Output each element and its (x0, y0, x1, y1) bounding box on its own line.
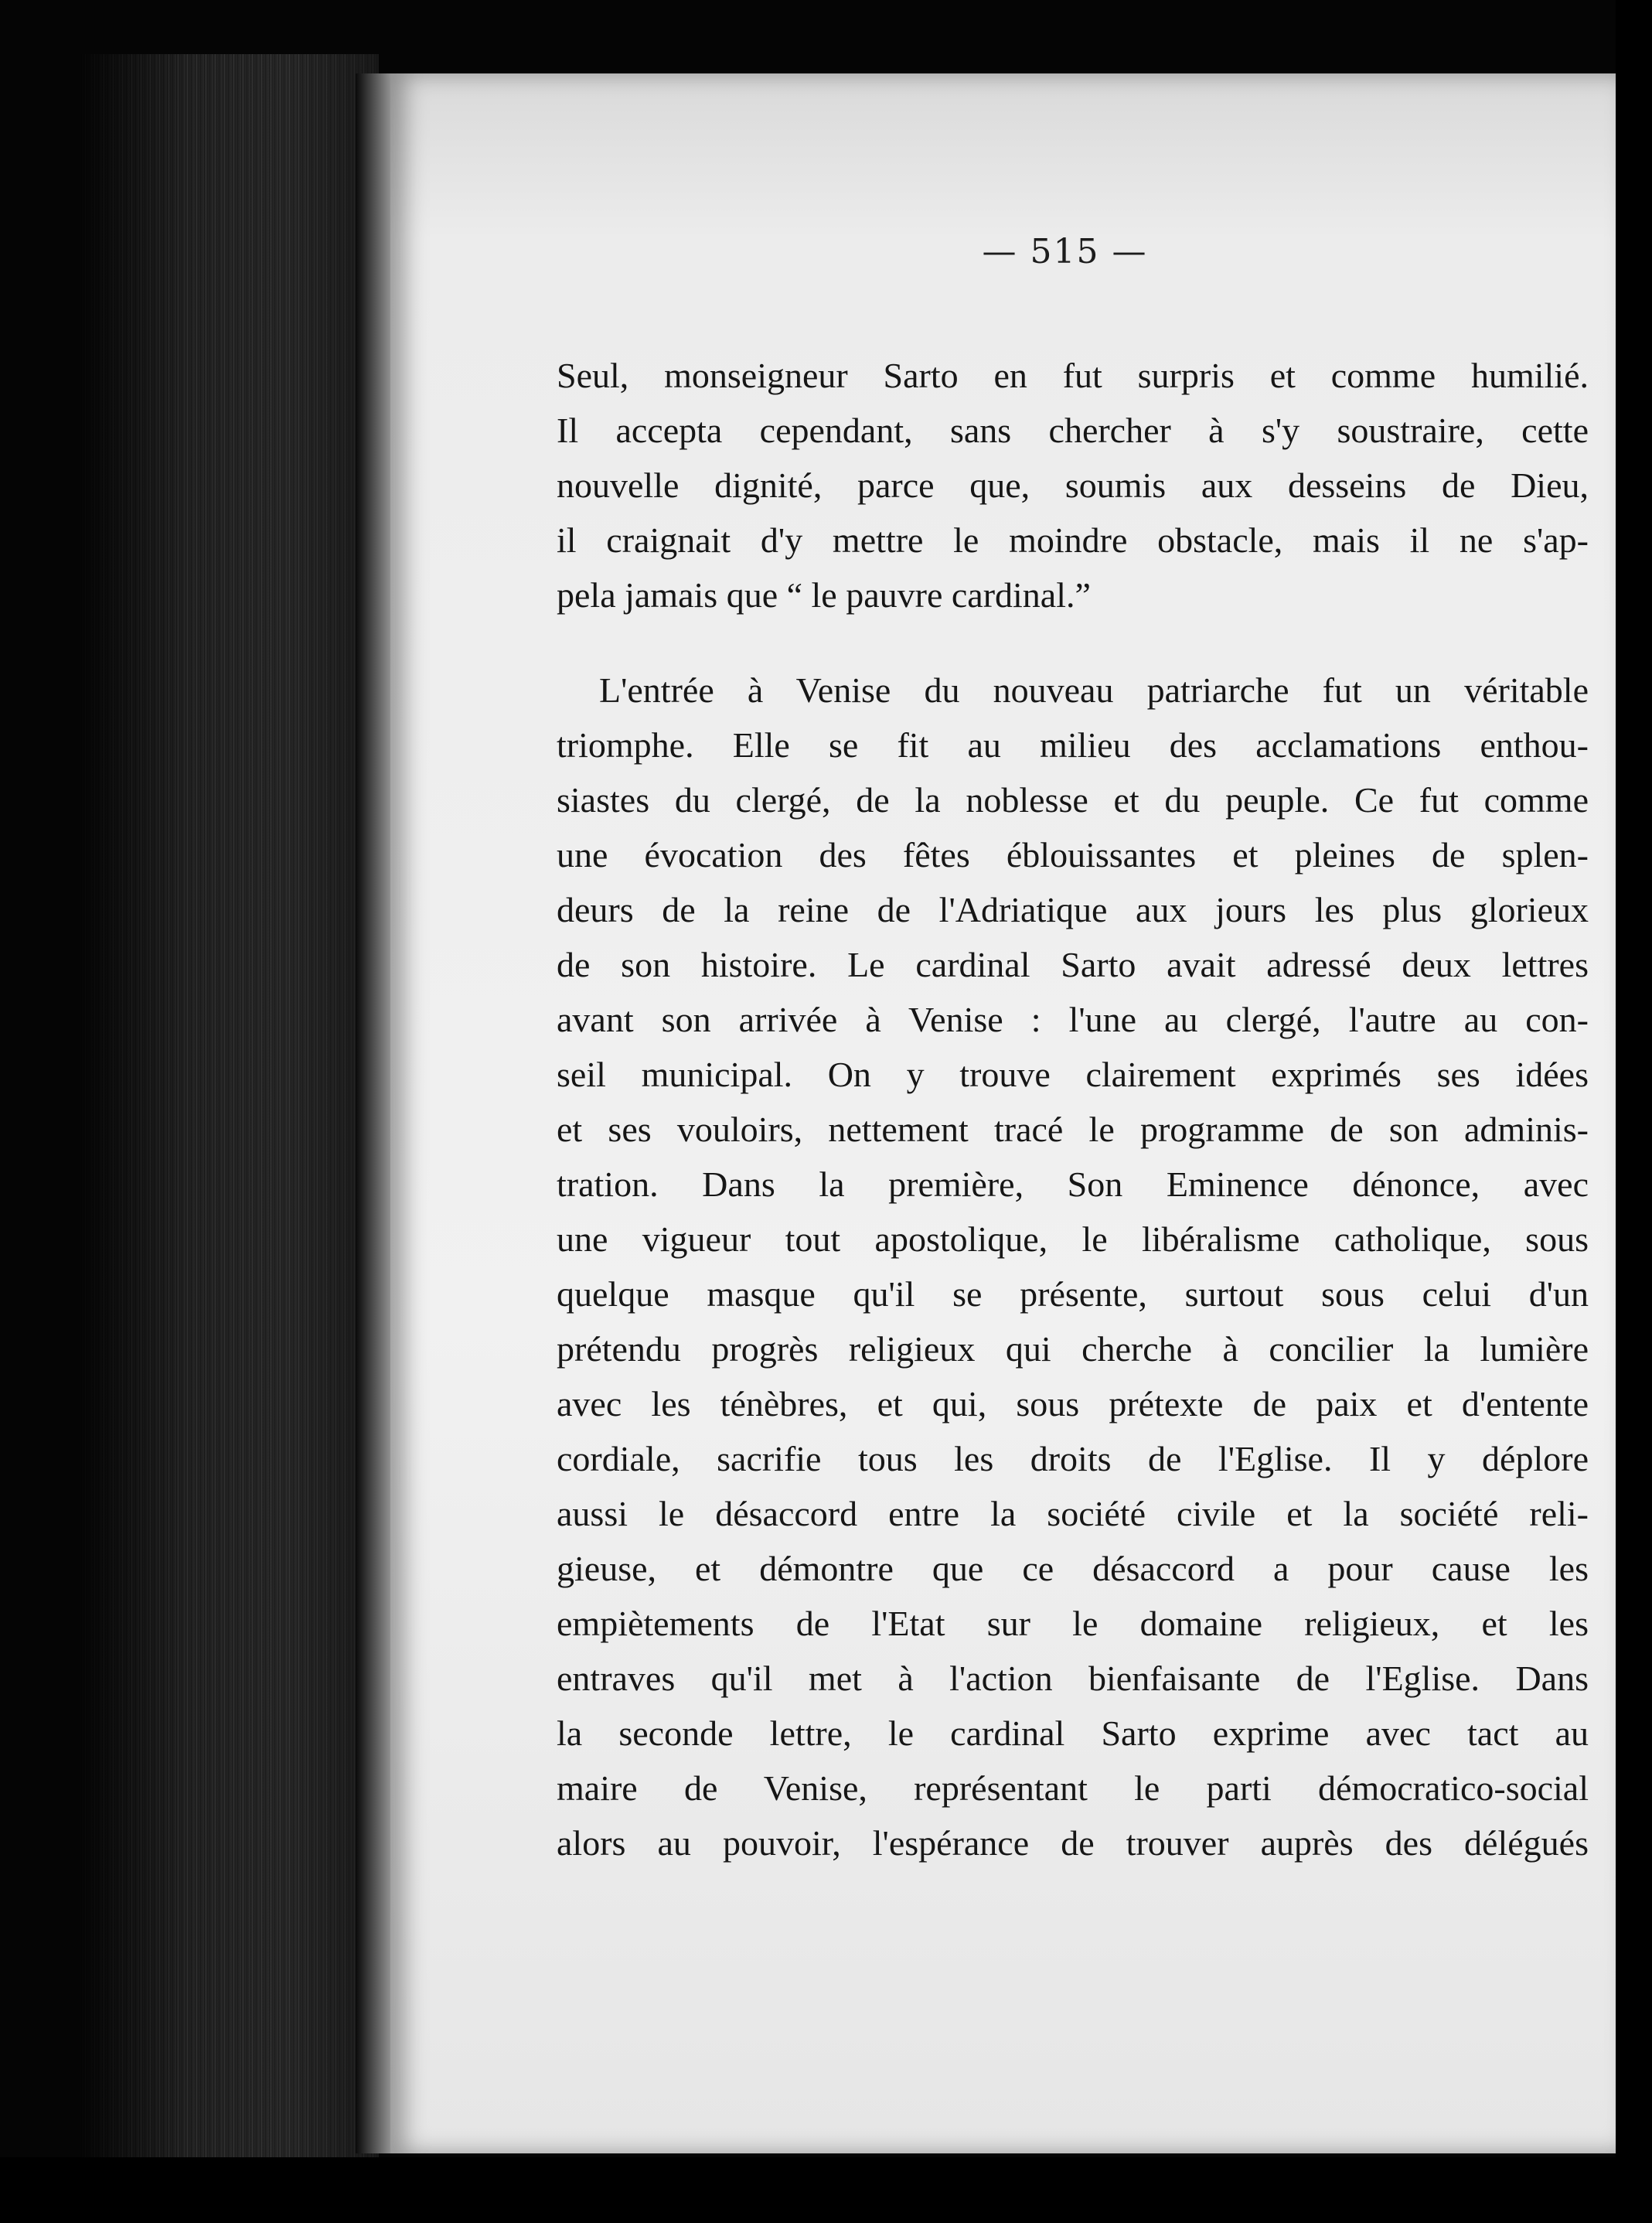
text-line: entraves qu'il met à l'action bienfaisante de l'Eglise. Dans (557, 1659, 1589, 1698)
text-line: gieuse, et démontre que ce désaccord a pour cause les (557, 1549, 1589, 1588)
text-line: et ses vouloirs, nettement tracé le programme de son adminis- (557, 1110, 1589, 1149)
text-line: maire de Venise, représentant le parti démocratico-social (557, 1768, 1589, 1808)
text-line: aussi le désaccord entre la société civile et la société reli- (557, 1494, 1589, 1533)
text-line: empiètements de l'Etat sur le domaine religieux, et les (557, 1604, 1589, 1643)
text-line: deurs de la reine de l'Adriatique aux jours les plus glorieux (557, 890, 1589, 929)
text-line: L'entrée à Venise du nouveau patriarche fut un véritable (599, 670, 1589, 710)
scan-border-right (1616, 0, 1652, 2223)
book-page (390, 73, 1616, 2153)
text-line: une vigueur tout apostolique, le libéralisme catholique, sous (557, 1219, 1589, 1259)
text-line: Seul, monseigneur Sarto en fut surpris et comme humilié. (557, 356, 1589, 395)
page-number: — 515 — (982, 232, 1148, 271)
paragraph-1 (557, 348, 1589, 622)
text-line: alors au pouvoir, l'espérance de trouver auprès des délégués (557, 1823, 1589, 1863)
text-line: de son histoire. Le cardinal Sarto avait adressé deux lettres (557, 945, 1589, 984)
text-line: nouvelle dignité, parce que, soumis aux desseins de Dieu, (557, 465, 1589, 505)
text-line: seil municipal. On y trouve clairement exprimés ses idées (557, 1055, 1589, 1094)
text-line: avec les ténèbres, et qui, sous prétexte de paix et d'entente (557, 1384, 1589, 1423)
text-line: siastes du clergé, de la noblesse et du peuple. Ce fut comme (557, 780, 1589, 820)
text-line: Il accepta cependant, sans chercher à s'y soustraire, cette (557, 411, 1589, 450)
text-line: quelque masque qu'il se présente, surtout sous celui d'un (557, 1274, 1589, 1314)
text-line: une évocation des fêtes éblouissantes et pleines de splen- (557, 835, 1589, 875)
scan-border-bottom (0, 2157, 1652, 2223)
text-line: pela jamais que “ le pauvre cardinal.” (557, 575, 1091, 615)
body-text (557, 348, 1589, 1870)
book-edge-shading (81, 54, 379, 2157)
text-line: triomphe. Elle se fit au milieu des acclamations enthou- (557, 725, 1589, 765)
text-line: avant son arrivée à Venise : l'une au clergé, l'autre au con- (557, 1000, 1589, 1039)
text-line: cordiale, sacrifie tous les droits de l'Eglise. Il y déplore (557, 1439, 1589, 1478)
text-line: prétendu progrès religieux qui cherche à concilier la lumière (557, 1329, 1589, 1369)
text-line: la seconde lettre, le cardinal Sarto exprime avec tact au (557, 1713, 1589, 1753)
text-line: tration. Dans la première, Son Eminence dénonce, avec (557, 1164, 1589, 1204)
text-line: il craignait d'y mettre le moindre obstacle, mais il ne s'ap- (557, 520, 1589, 560)
paragraph-2 (557, 663, 1589, 1870)
